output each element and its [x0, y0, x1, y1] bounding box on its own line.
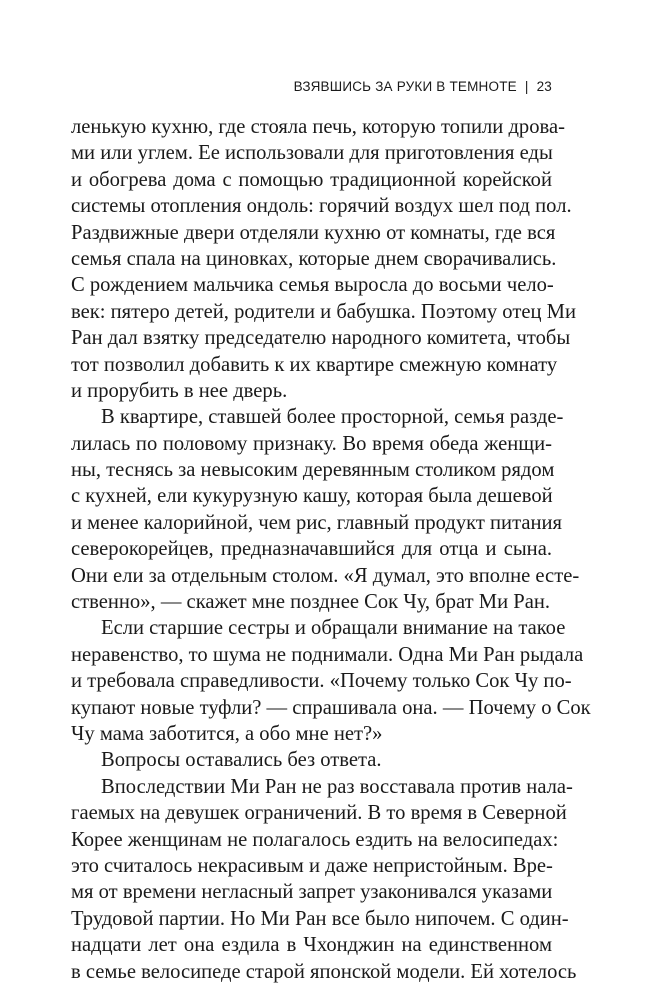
text-line: лилась по половому признаку. Во время обеда женщи-	[71, 432, 552, 455]
text-line: и обогрева дома с помощью традиционной корейской	[71, 168, 552, 191]
text-line: Вопросы оставались без ответа.	[101, 749, 382, 772]
text-line: С рождением мальчика семья выросла до восьми чело-	[71, 274, 554, 297]
text-line: купают новые туфли? — спрашивала она. — Почему о Сок	[71, 696, 591, 719]
text-line: мя от времени негласный запрет узаконивался указами	[71, 881, 553, 904]
text-line: век: пятеро детей, родители и бабушка. Поэтому отец Ми	[71, 300, 576, 323]
text-line: Если старшие сестры и обращали внимание на такое	[101, 617, 566, 640]
text-line: Ран дал взятку председателю народного комитета, чтобы	[71, 327, 571, 350]
running-title: ВЗЯВШИСЬ ЗА РУКИ В ТЕМНОТЕ	[293, 79, 517, 94]
text-line: это считалось некрасивым и даже непристойным. Вре-	[71, 854, 553, 877]
text-line: в семье велосипеде старой японской модели. Ей хотелось	[71, 960, 577, 983]
text-line: и требовала справедливости. «Почему только Сок Чу по-	[71, 670, 572, 693]
text-line: ны, теснясь за невысоким деревянным столиком рядом	[71, 459, 555, 482]
text-line: надцати лет она ездила в Чхонджин на единственном	[71, 934, 552, 957]
text-line: северокорейцев, предназначавшийся для отца и сына.	[71, 538, 552, 561]
text-line: ми или углем. Ее использовали для приготовления еды	[71, 142, 553, 165]
text-line: В квартире, ставшей более просторной, семья разде-	[101, 406, 564, 429]
paragraph	[71, 774, 577, 985]
text-line: Они ели за отдельным столом. «Я думал, это вполне есте-	[71, 564, 580, 587]
text-line: системы отопления ондоль: горячий воздух шел под пол.	[71, 195, 572, 218]
page-number: 23	[536, 79, 552, 94]
text-line: ственно», — скажет мне позднее Сок Чу, брат Ми Ран.	[71, 591, 551, 614]
header-separator: |	[524, 79, 529, 94]
text-line: Чу мама заботится, а обо мне нет?»	[71, 722, 383, 745]
text-line: и прорубить в нее дверь.	[71, 379, 288, 402]
text-line: неравенство, то шума не поднимали. Одна Ми Ран рыдала	[71, 643, 584, 666]
text-line: гаемых на девушек ограничений. В то время в Северной	[71, 802, 567, 825]
text-line: Впоследствии Ми Ран не раз восставала против нала-	[101, 775, 573, 798]
paragraph	[71, 747, 552, 773]
paragraph	[71, 615, 591, 747]
body-text	[71, 114, 591, 985]
running-header	[294, 79, 552, 94]
text-line: с кухней, ели кукурузную кашу, которая была дешевой	[71, 485, 553, 508]
text-line: Трудовой партии. Но Ми Ран все было нипочем. С один-	[71, 907, 569, 930]
paragraph	[71, 114, 576, 404]
text-line: ленькую кухню, где стояла печь, которую топили дрова-	[71, 116, 565, 138]
text-line: тот позволил добавить к их квартире смежную комнату	[71, 353, 558, 376]
text-line: и менее калорийной, чем рис, главный продукт питания	[71, 511, 562, 534]
text-line: Раздвижные двери отделяли кухню от комнаты, где вся	[71, 221, 556, 244]
text-line: семья спала на циновках, которые днем сворачивались.	[71, 247, 557, 270]
text-line: Корее женщинам не полагалось ездить на велосипедах:	[71, 828, 559, 851]
paragraph	[71, 404, 580, 615]
